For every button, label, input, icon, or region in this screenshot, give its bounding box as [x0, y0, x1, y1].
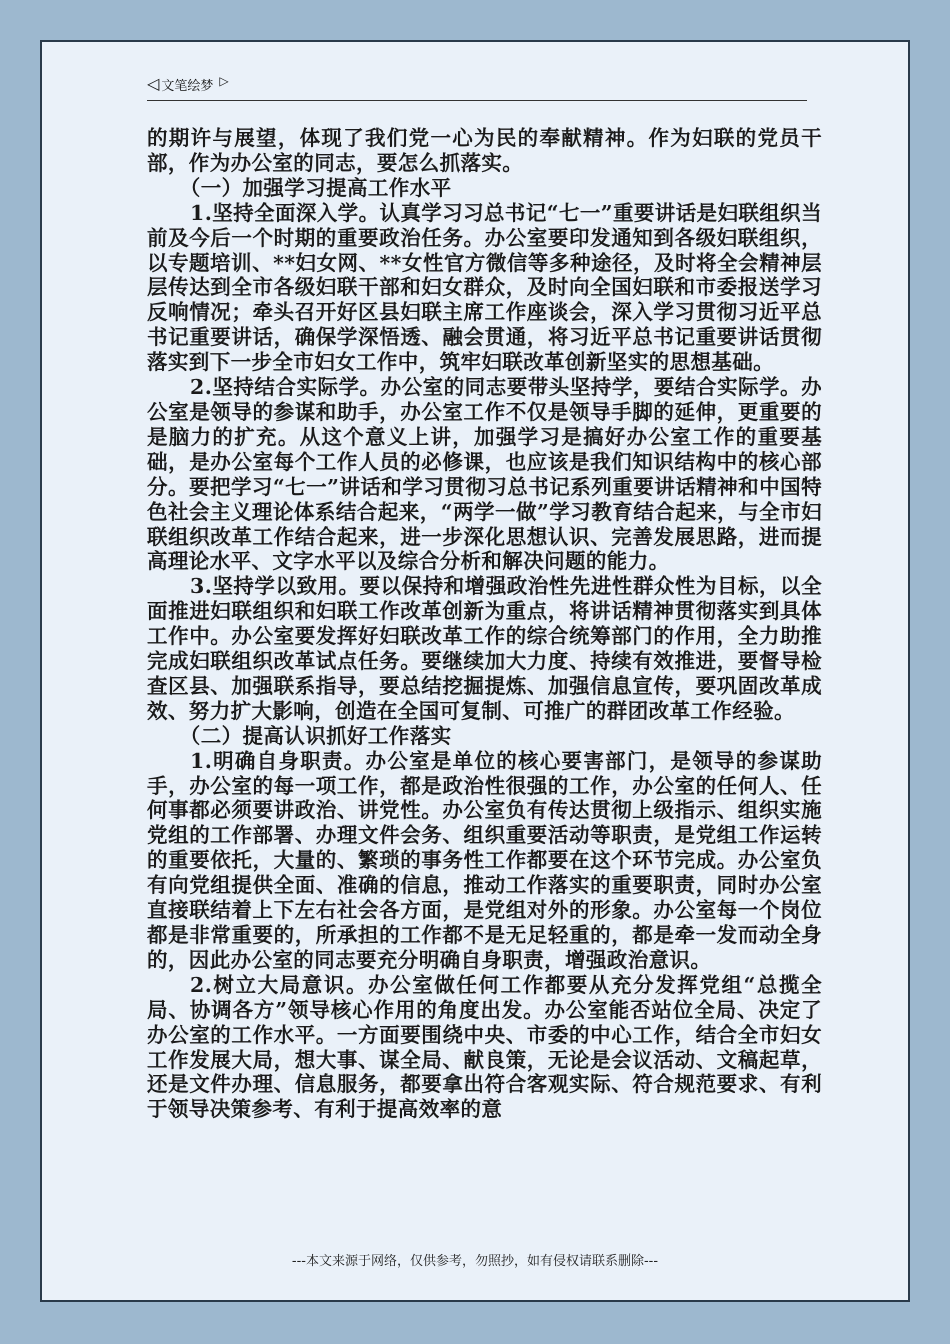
page-header — [147, 72, 807, 101]
page-footer-disclaimer: ---本文来源于网络，仅供参考，勿照抄，如有侵权请联系删除--- — [291, 1254, 659, 1269]
paragraph-continuation: 的期许与展望，体现了我们党一心为民的奉献精神。作为妇联的党员干部，作为办公室的同志，要怎么抓落实。 — [147, 126, 822, 175]
paragraph-item: 1.明确自身职责。办公室是单位的核心要害部门，是领导的参谋助手，办公室的每一项工作，都是政治性很强的工作，办公室的任何人、任何事都必须要讲政治、讲党性。办公室负有传达贯彻上级指示、组织实施党组的工作部署、办理文件会务、组织重要活动等职责，是党组工作运转的重要依托，大量的、繁琐的事务性工作都要在这个环节完成。办公室负有向党组提供全面、准确的信息，推动工作落实的重要职责，同时办公室直接联结着上下左右社会各方面，是党组对外的形象。办公室每一个岗位都是非常重要的，所承担的工作都不是无足轻重的，都是牵一发而动全身的，因此办公室的同志要充分明确自身职责，增强政治意识。 — [147, 748, 822, 972]
left-triangle-icon: ◁ — [147, 74, 160, 93]
paragraph-item: 2.坚持结合实际学。办公室的同志要带头坚持学，要结合实际学。办公室是领导的参谋和助手，办公室工作不仅是领导手脚的延伸，更重要的是脑力的扩充。从这个意义上讲，加强学习是搞好办公室工作的重要基础，是办公室每个工作人员的必修课，也应该是我们知识结构中的核心部分。要把学习“七一”讲话和学习贯彻习总书记系列重要讲话精神和中国特色社会主义理论体系结合起来，“两学一做”学习教育结合起来，与全市妇联组织改革工作结合起来，进一步深化思想认识、完善发展思路，进而提高理论水平、文字水平以及综合分析和解决问题的能力。 — [147, 375, 822, 574]
paragraph-item: 2.树立大局意识。办公室做任何工作都要从充分发挥党组“总揽全局、协调各方”领导核心作用的角度出发。办公室能否站位全局、决定了办公室的工作水平。一方面要围绕中央、市委的中心工作，结合全市妇女工作发展大局，想大事、谋全局、献良策，无论是会议活动、文稿起草，还是文件办理、信息服务，都要拿出符合客观实际、符合规范要求、有利于领导决策参考、有利于提高效率的意 — [147, 972, 822, 1122]
section-heading-1: （一）加强学习提高工作水平 — [179, 175, 452, 200]
brand-name: 文笔绘梦 — [161, 78, 214, 94]
paragraph-item: 3.坚持学以致用。要以保持和增强政治性先进性群众性为目标，以全面推进妇联组织和妇联工作改革创新为重点，将讲话精神贯彻落实到具体工作中。办公室要发挥好妇联改革工作的综合统筹部门的作用，全力助推完成妇联组织改革试点任务。要继续加大力度、持续有效推进，要督导检查区县、加强联系指导，要总结挖掘提炼、加强信息宣传，要巩固改革成效、努力扩大影响，创造在全国可复制、可推广的群团改革工作经验。 — [147, 574, 822, 723]
right-triangle-icon: ▷ — [219, 74, 229, 88]
document-page — [40, 40, 910, 1302]
brand-logo — [147, 74, 229, 94]
document-body — [147, 126, 822, 1122]
section-heading-2: （二）提高认识抓好工作落实 — [179, 723, 452, 748]
paragraph-item: 1.坚持全面深入学。认真学习习总书记“七一”重要讲话是妇联组织当前及今后一个时期的重要政治任务。办公室要印发通知到各级妇联组织，以专题培训、**妇女网、**女性官方微信等多种途径，及时将全会精神层层传达到全市各级妇联干部和妇女群众，及时向全国妇联和市委报送学习反响情况；牵头召开好区县妇联主席工作座谈会，深入学习贯彻习近平总书记重要讲话，确保学深悟透、融会贯通，将习近平总书记重要讲话贯彻落实到下一步全市妇女工作中，筑牢妇联改革创新坚实的思想基础。 — [147, 200, 822, 375]
